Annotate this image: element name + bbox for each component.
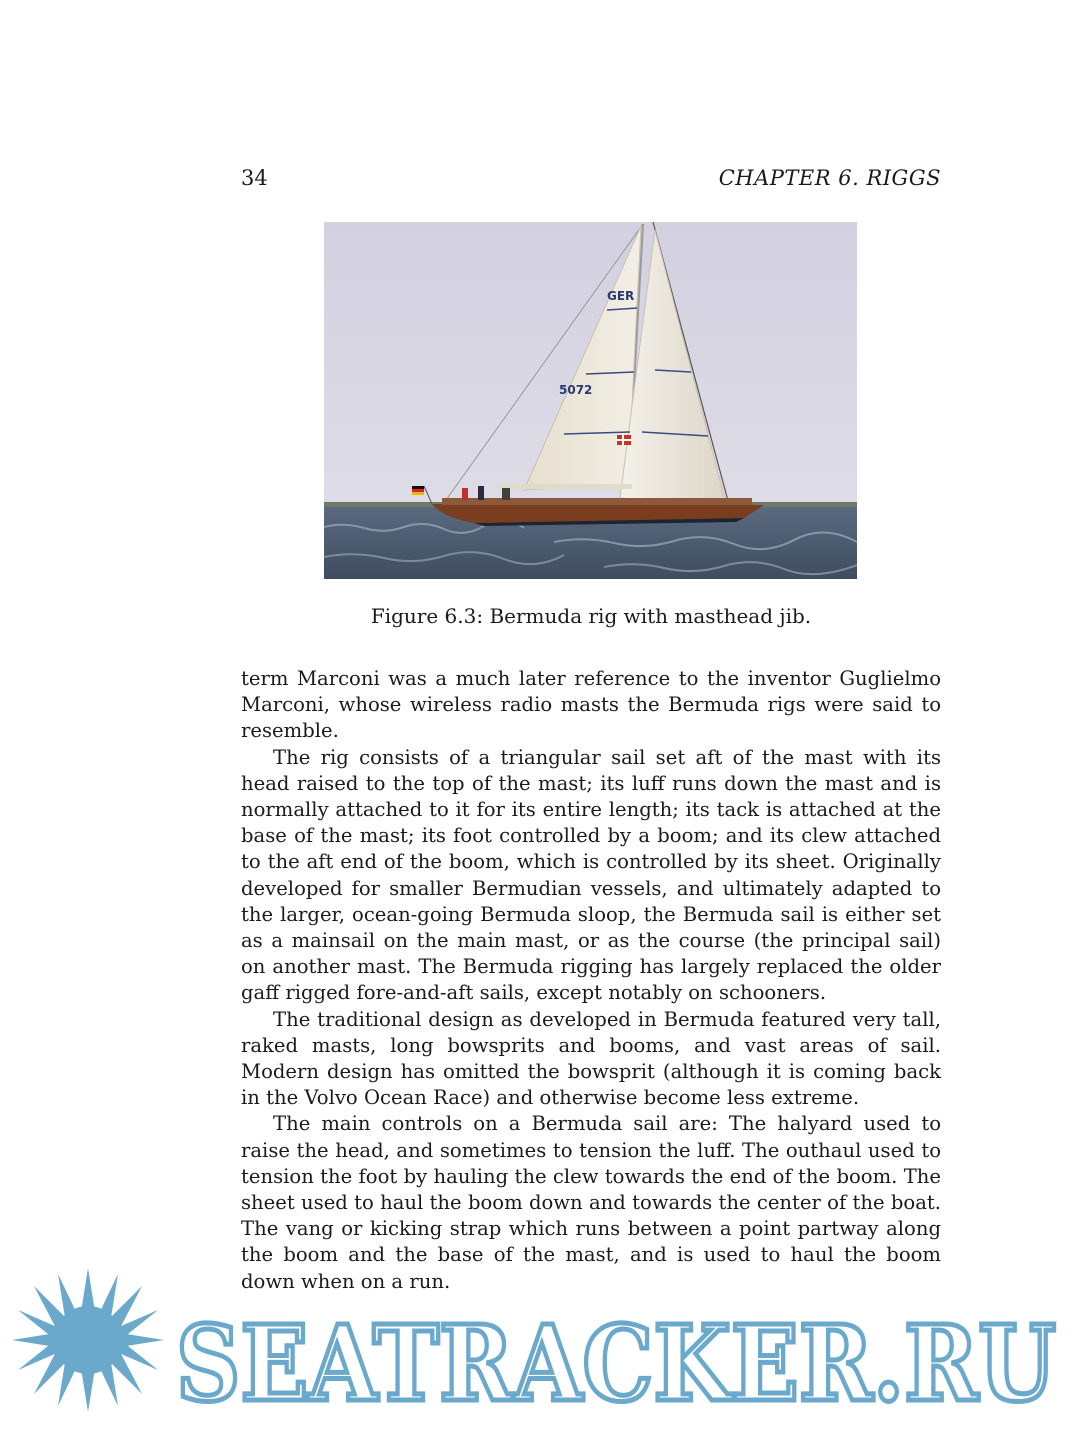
sail-label-country: GER [607,289,635,303]
page-header [241,166,941,194]
german-flag-black [412,486,424,489]
crew-2 [478,486,484,500]
sailboat-photo [324,222,857,579]
boom [500,484,632,489]
deck [442,498,752,505]
german-flag-red [412,489,424,492]
crew-1 [462,488,468,500]
page-number: 34 [241,166,268,190]
paragraph: The main controls on a Bermuda sail are: The halyard used to raise the head, and sometimes to tension the luff. The outhaul used to tension the foot by hauling the clew towards the end of the boom. The sheet used to haul the boom down and towards the center of the boat. The vang or kicking strap which runs between a point partway along the boom and the base of the mast, and is used to haul the boom down when on a run. [241,1112,941,1293]
body-text [241,666,941,1295]
crew-3 [502,488,510,500]
running-head: CHAPTER 6. RIGGS [718,166,941,190]
watermark [0,1262,1080,1425]
german-flag-gold [412,492,424,495]
watermark-text: SEATRACKER.RU [176,1302,1056,1425]
danish-flag-cross-v [622,435,624,445]
paragraph: The traditional design as developed in Bermuda featured very tall, raked masts, long bowsprits and booms, and vast areas of sail. Modern design has omitted the bowsprit (although it is coming back in the Volvo Ocean Race) and otherwise become less extreme. [241,1007,941,1110]
paragraph: The rig consists of a triangular sail set aft of the mast with its head raised to the top of the mast; its luff runs down the mast and is normally attached to it for its entire length; its tack is attached at the base of the mast; its foot controlled by a boom; and its clew attached to the aft end of the boom, which is controlled by its sheet. Originally developed for smaller Bermudian vessels, and ultimately adapted to the larger, ocean-going Bermuda sloop, the Bermuda sail is either set as a mainsail on the main mast, or as the course (the principal sail) on another mast. The Bermuda rigging has largely replaced the older gaff rigged fore-and-aft sails, except notably on schooners. [241,745,941,1005]
figure-caption: Figure 6.3: Bermuda rig with masthead jib. [370,604,812,628]
watermark-graphic [0,1262,1080,1425]
sun-icon [12,1268,164,1412]
figure-photo [324,222,857,579]
paragraph: term Marconi was a much later reference to the inventor Guglielmo Marconi, whose wireless radio masts the Bermuda rigs were said to resemble. [241,667,941,743]
sail-label-number: 5072 [559,383,593,397]
